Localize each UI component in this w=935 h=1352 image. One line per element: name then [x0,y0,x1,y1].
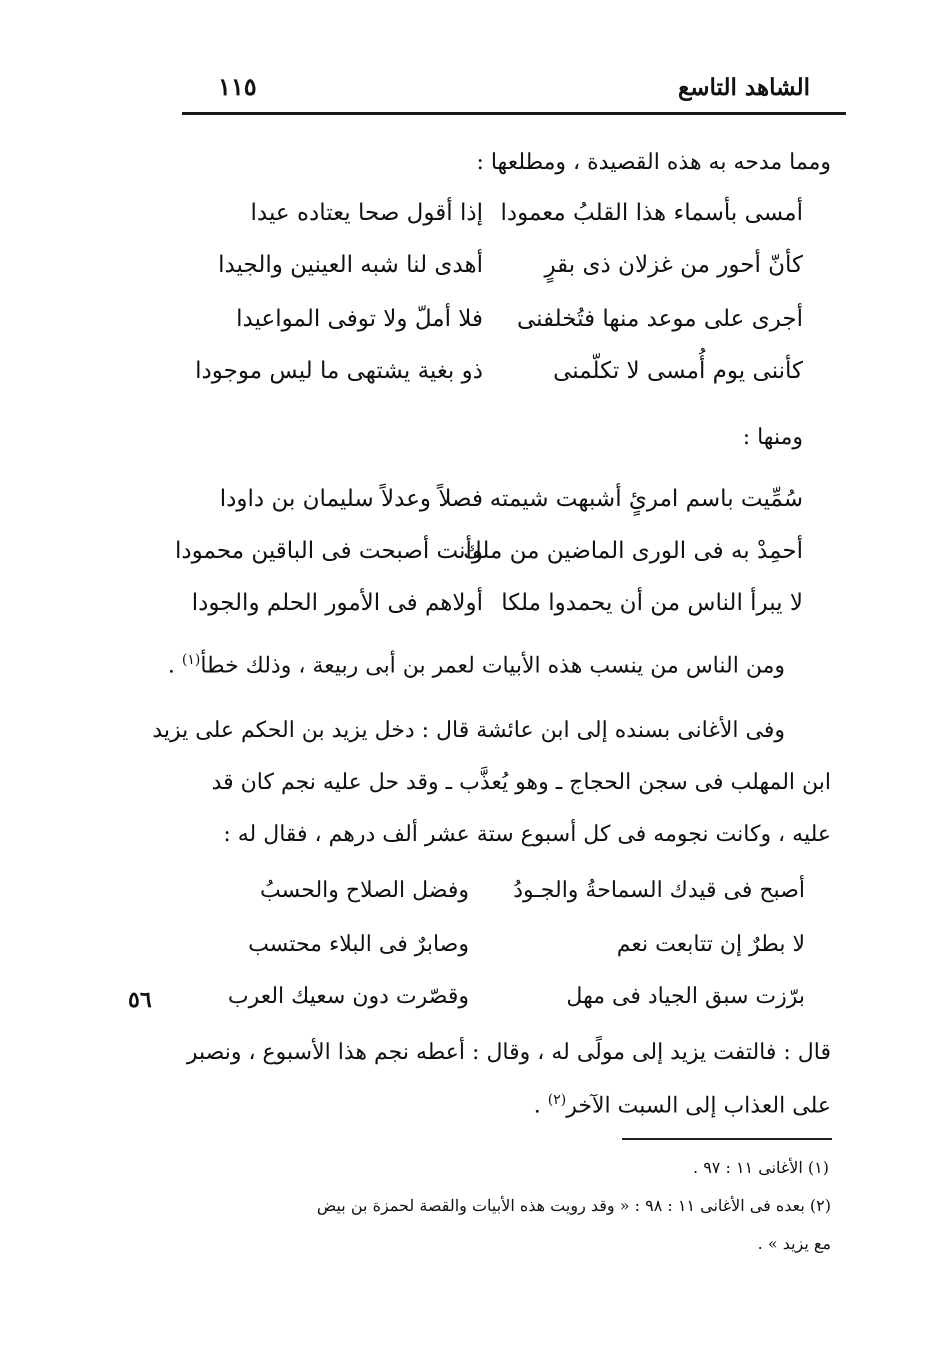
verse [0,358,935,398]
attribution-line: ومن الناس من ينسب هذه الأبيات لعمر بن أبى ربيعة ، وذلك خطأ$^{(١)}$ . [167,652,785,679]
footnote-ref-2: (٢) [547,1092,567,1108]
verse-second-hemistich: أهدى لنا شبه العينين والجيدا [218,252,483,278]
verse-first-hemistich: لا بطرٌ إن تتابعت نعم [616,932,805,957]
verse-second-hemistich: فصلاً وعدلاً سليمان بن داودا [219,486,483,512]
verse-first-hemistich: سُمِّيت باسم امرئٍ أشبهت شيمته [489,486,803,512]
verse-second-hemistich: وفضل الصلاح والحسبُ [260,878,469,903]
verse-second-hemistich: أولاهم فى الأمور الحلم والجودا [191,590,483,616]
verse-first-hemistich: أحمِدْ به فى الورى الماضين من ملك [463,538,803,564]
verse-second-hemistich: وصابرٌ فى البلاء محتسب [248,932,469,957]
margin-number: ٥٦ [128,987,152,1013]
verse [0,200,935,240]
verse [0,486,935,526]
header-rule [182,112,846,115]
footnote: (٢) بعده فى الأغانى ١١ : ٩٨ : « وقد رويت هذه الأبيات والقصة لحمزة بن بيض [316,1196,831,1215]
verse-first-hemistich: كأنّ أحور من غزلان ذى بقرٍ [544,252,803,278]
verse [0,932,935,972]
verse-second-hemistich: إذا أقول صحا يعتاده عيدا [250,200,483,226]
verse-first-hemistich: برّزت سبق الجياد فى مهل [566,984,805,1009]
verse [0,878,935,918]
verse [0,306,935,346]
verse-second-hemistich: فلا أملّ ولا توفى المواعيدا [236,306,483,332]
verse-second-hemistich: ذو بغية يشتهى ما ليس موجودا [195,358,483,384]
verse [0,590,935,630]
footnote-rule [622,1138,832,1140]
attribution-text: ومن الناس من ينسب هذه الأبيات لعمر بن أبى ربيعة ، وذلك خطأ [200,653,785,679]
footnote: (١) الأغانى ١١ : ٩٧ . [693,1158,829,1177]
verse-second-hemistich: وأنت أصبحت فى الباقين محمودا [175,538,483,564]
intro-line: ومما مدحه به هذه القصيدة ، ومطلعها : [476,150,831,175]
verse [0,538,935,578]
closing-text: على العذاب إلى السبت الآخر [566,1093,831,1119]
paragraph-line: على العذاب إلى السبت الآخر$^{(٢)}$ . [533,1092,831,1119]
paragraph-line: وفى الأغانى بسنده إلى ابن عائشة قال : دخل يزيد بن الحكم على يزيد [152,718,785,743]
verse-first-hemistich: أمسى بأسماء هذا القلبُ معمودا [500,200,803,226]
running-title: الشاهد التاسع [678,74,810,101]
paragraph-line: ابن المهلب فى سجن الحجاج ـ وهو يُعذَّب ـ وقد حل عليه نجم كان قد [211,770,831,795]
footnote-ref-1: (١) [181,652,201,668]
paragraph-line: قال : فالتفت يزيد إلى مولًى له ، وقال : أعطه نجم هذا الأسبوع ، ونصبر [186,1040,831,1065]
verse [0,252,935,292]
verse-first-hemistich: أجرى على موعد منها فتُخلفنى [516,306,803,332]
verse-first-hemistich: أصبح فى قيدك السماحةُ والجـودُ [513,878,805,903]
verse-first-hemistich: لا يبرأ الناس من أن يحمدوا ملكا [501,590,803,616]
footnote: مع يزيد » . [757,1234,831,1253]
page-number: ١١٥ [218,72,257,101]
paragraph-line: عليه ، وكانت نجومه فى كل أسبوع ستة عشر ألف درهم ، فقال له : [223,822,831,847]
section-label: ومنها : [742,425,803,450]
verse-second-hemistich: وقصّرت دون سعيك العرب [227,984,469,1009]
running-head [182,68,830,108]
verse-first-hemistich: كأننى يوم أُمسى لا تكلّمنى [553,358,803,384]
